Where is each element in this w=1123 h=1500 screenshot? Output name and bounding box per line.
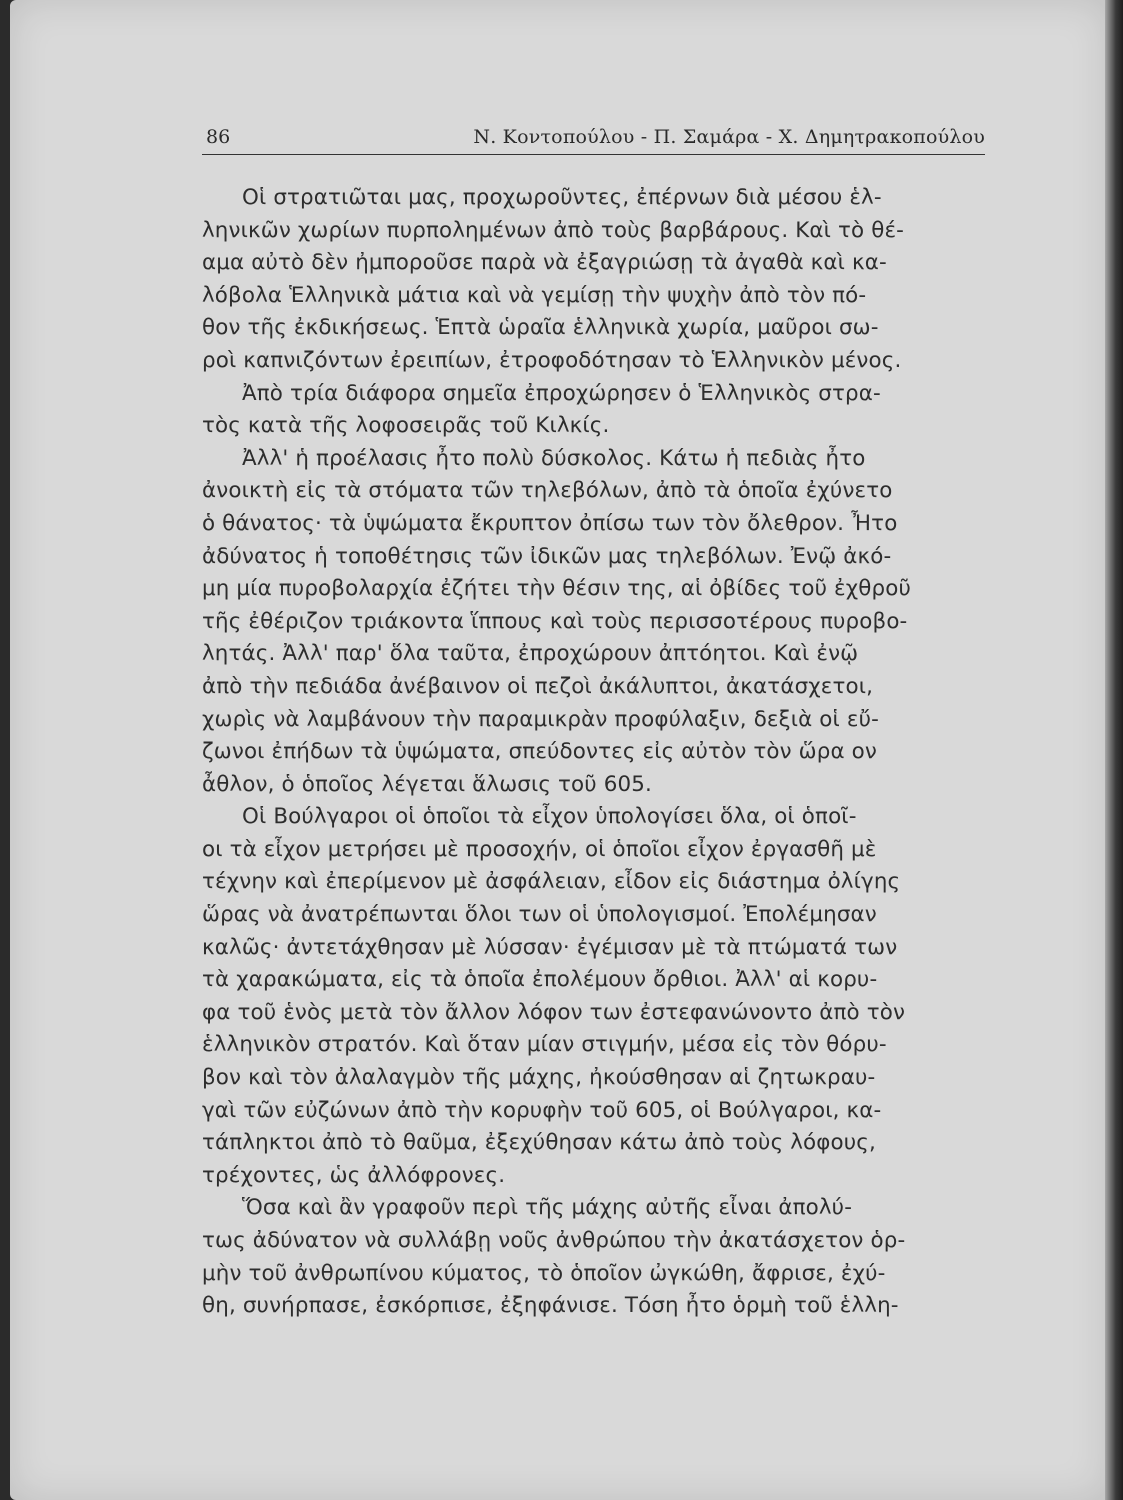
- text-line: μη μία πυροβολαρχία ἐζήτει τὴν θέσιν της, αἱ ὀβίδες τοῦ ἐχθροῦ: [202, 576, 912, 602]
- text-line: αμα αὐτὸ δὲν ἠμποροῦσε παρὰ νὰ ἐξαγριώσῃ τὰ ἀγαθὰ καὶ κα-: [202, 250, 887, 276]
- text-line: οι τὰ εἶχον μετρήσει μὲ προσοχήν, οἱ ὁποῖοι εἶχον ἐργασθῆ μὲ: [202, 836, 877, 862]
- text-line: ἑλληνικὸν στρατόν. Καὶ ὅταν μίαν στιγμήν, μέσα εἰς τὸν θόρυ-: [202, 1032, 887, 1058]
- running-head: Ν. Κοντοπούλου - Π. Σαμάρα - Χ. Δημητρακοπούλου: [473, 126, 985, 148]
- text-line: ληνικῶν χωρίων πυρπολημένων ἀπὸ τοὺς βαρβάρους. Καὶ τὸ θέ-: [202, 217, 905, 243]
- text-line: Ἀπὸ τρία διάφορα σημεῖα ἐπροχώρησεν ὁ Ἑλληνικὸς στρα-: [242, 380, 881, 406]
- text-line: τως ἀδύνατον νὰ συλλάβῃ νοῦς ἀνθρώπου τὴν ἀκατάσχετον ὁρ-: [202, 1228, 906, 1253]
- book-page: [10, 0, 1108, 1500]
- text-line: γαὶ τῶν εὐζώνων ἀπὸ τὴν κορυφὴν τοῦ 605, οἱ Βούλγαροι, κα-: [202, 1097, 882, 1123]
- text-line: καλῶς· ἀντετάχθησαν μὲ λύσσαν· ἐγέμισαν μὲ τὰ πτώματά των: [202, 934, 898, 960]
- text-line: ὥρας νὰ ἀνατρέπωνται ὅλοι των οἱ ὑπολογισμοί. Ἐπολέμησαν: [202, 902, 877, 928]
- text-line: τέχνην καὶ ἐπερίμενον μὲ ἀσφάλειαν, εἶδον εἰς διάστημα ὀλίγης: [202, 869, 901, 895]
- page-number: 86: [206, 126, 231, 148]
- text-line: Οἱ Βούλγαροι οἱ ὁποῖοι τὰ εἶχον ὑπολογίσει ὅλα, οἱ ὁποῖ-: [242, 804, 857, 830]
- text-line: ὁ θάνατος· τὰ ὑψώματα ἔκρυπτον ὀπίσω των τὸν ὄλεθρον. Ἦτο: [202, 510, 898, 536]
- text-line: τρέχοντες, ὡς ἀλλόφρονες.: [202, 1162, 506, 1188]
- text-line: ἀνοικτὴ εἰς τὰ στόματα τῶν τηλεβόλων, ἀπὸ τὰ ὁποῖα ἐχύνετο: [202, 478, 893, 504]
- text-line: τὰ χαρακώματα, εἰς τὰ ὁποῖα ἐπολέμουν ὄρθιοι. Ἀλλ' αἱ κορυ-: [202, 967, 878, 993]
- text-line: τὸς κατὰ τῆς λοφοσειρᾶς τοῦ Κιλκίς.: [202, 413, 610, 439]
- text-line: λόβολα Ἑλληνικὰ μάτια καὶ νὰ γεμίσῃ τὴν ψυχὴν ἀπὸ τὸν πό-: [202, 282, 867, 308]
- body-text: [202, 182, 997, 1323]
- page-header: [202, 122, 985, 155]
- text-line: Ὅσα καὶ ἂν γραφοῦν περὶ τῆς μάχης αὐτῆς εἶναι ἀπολύ-: [242, 1195, 853, 1221]
- text-line: ζωνοι ἐπήδων τὰ ὑψώματα, σπεύδοντες εἰς αὐτὸν τὸν ὥρα ον: [202, 739, 878, 765]
- text-line: θη, συνήρπασε, ἐσκόρπισε, ἐξηφάνισε. Τόση ἦτο ὁρμὴ τοῦ ἑλλη-: [202, 1293, 899, 1319]
- text-line: μὴν τοῦ ἀνθρωπίνου κύματος, τὸ ὁποῖον ὠγκώθη, ἄφρισε, ἐχύ-: [202, 1260, 886, 1286]
- book-spine-edge: [1105, 0, 1123, 1500]
- text-line: φα τοῦ ἑνὸς μετὰ τὸν ἄλλον λόφον των ἐστεφανώνοντο ἀπὸ τὸν: [202, 999, 906, 1025]
- text-line: θον τῆς ἐκδικήσεως. Ἑπτὰ ὡραῖα ἑλληνικὰ χωρία, μαῦροι σω-: [202, 315, 879, 341]
- text-line: χωρὶς νὰ λαμβάνουν τὴν παραμικρὰν προφύλαξιν, δεξιὰ οἱ εὔ-: [202, 706, 879, 732]
- text-line: ἀπὸ τὴν πεδιάδα ἀνέβαινον οἱ πεζοὶ ἀκάλυπτοι, ἀκατάσχετοι,: [202, 673, 874, 699]
- text-line: ἆθλον, ὁ ὁποῖος λέγεται ἅλωσις τοῦ 605.: [202, 771, 652, 797]
- text-line: ροὶ καπνιζόντων ἐρειπίων, ἐτροφοδότησαν τὸ Ἑλληνικὸν μένος.: [202, 347, 902, 373]
- text-line: βον καὶ τὸν ἀλαλαγμὸν τῆς μάχης, ἠκούσθησαν αἱ ζητωκραυ-: [202, 1065, 876, 1091]
- text-line: λητάς. Ἀλλ' παρ' ὅλα ταῦτα, ἐπροχώρουν ἀπτόητοι. Καὶ ἐνῷ: [202, 641, 859, 667]
- text-line: ἀδύνατος ἡ τοποθέτησις τῶν ἰδικῶν μας τηλεβόλων. Ἐνῷ ἀκό-: [202, 543, 892, 569]
- text-line: Ἀλλ' ἡ προέλασις ἦτο πολὺ δύσκολος. Κάτω ἡ πεδιὰς ἦτο: [242, 445, 866, 471]
- text-line: Οἱ στρατιῶται μας, προχωροῦντες, ἐπέρνων διὰ μέσου ἑλ-: [242, 185, 882, 210]
- text-line: τῆς ἐθέριζον τριάκοντα ἵππους καὶ τοὺς περισσοτέρους πυροβο-: [202, 608, 908, 634]
- text-line: τάπληκτοι ἀπὸ τὸ θαῦμα, ἐξεχύθησαν κάτω ἀπὸ τοὺς λόφους,: [202, 1130, 876, 1156]
